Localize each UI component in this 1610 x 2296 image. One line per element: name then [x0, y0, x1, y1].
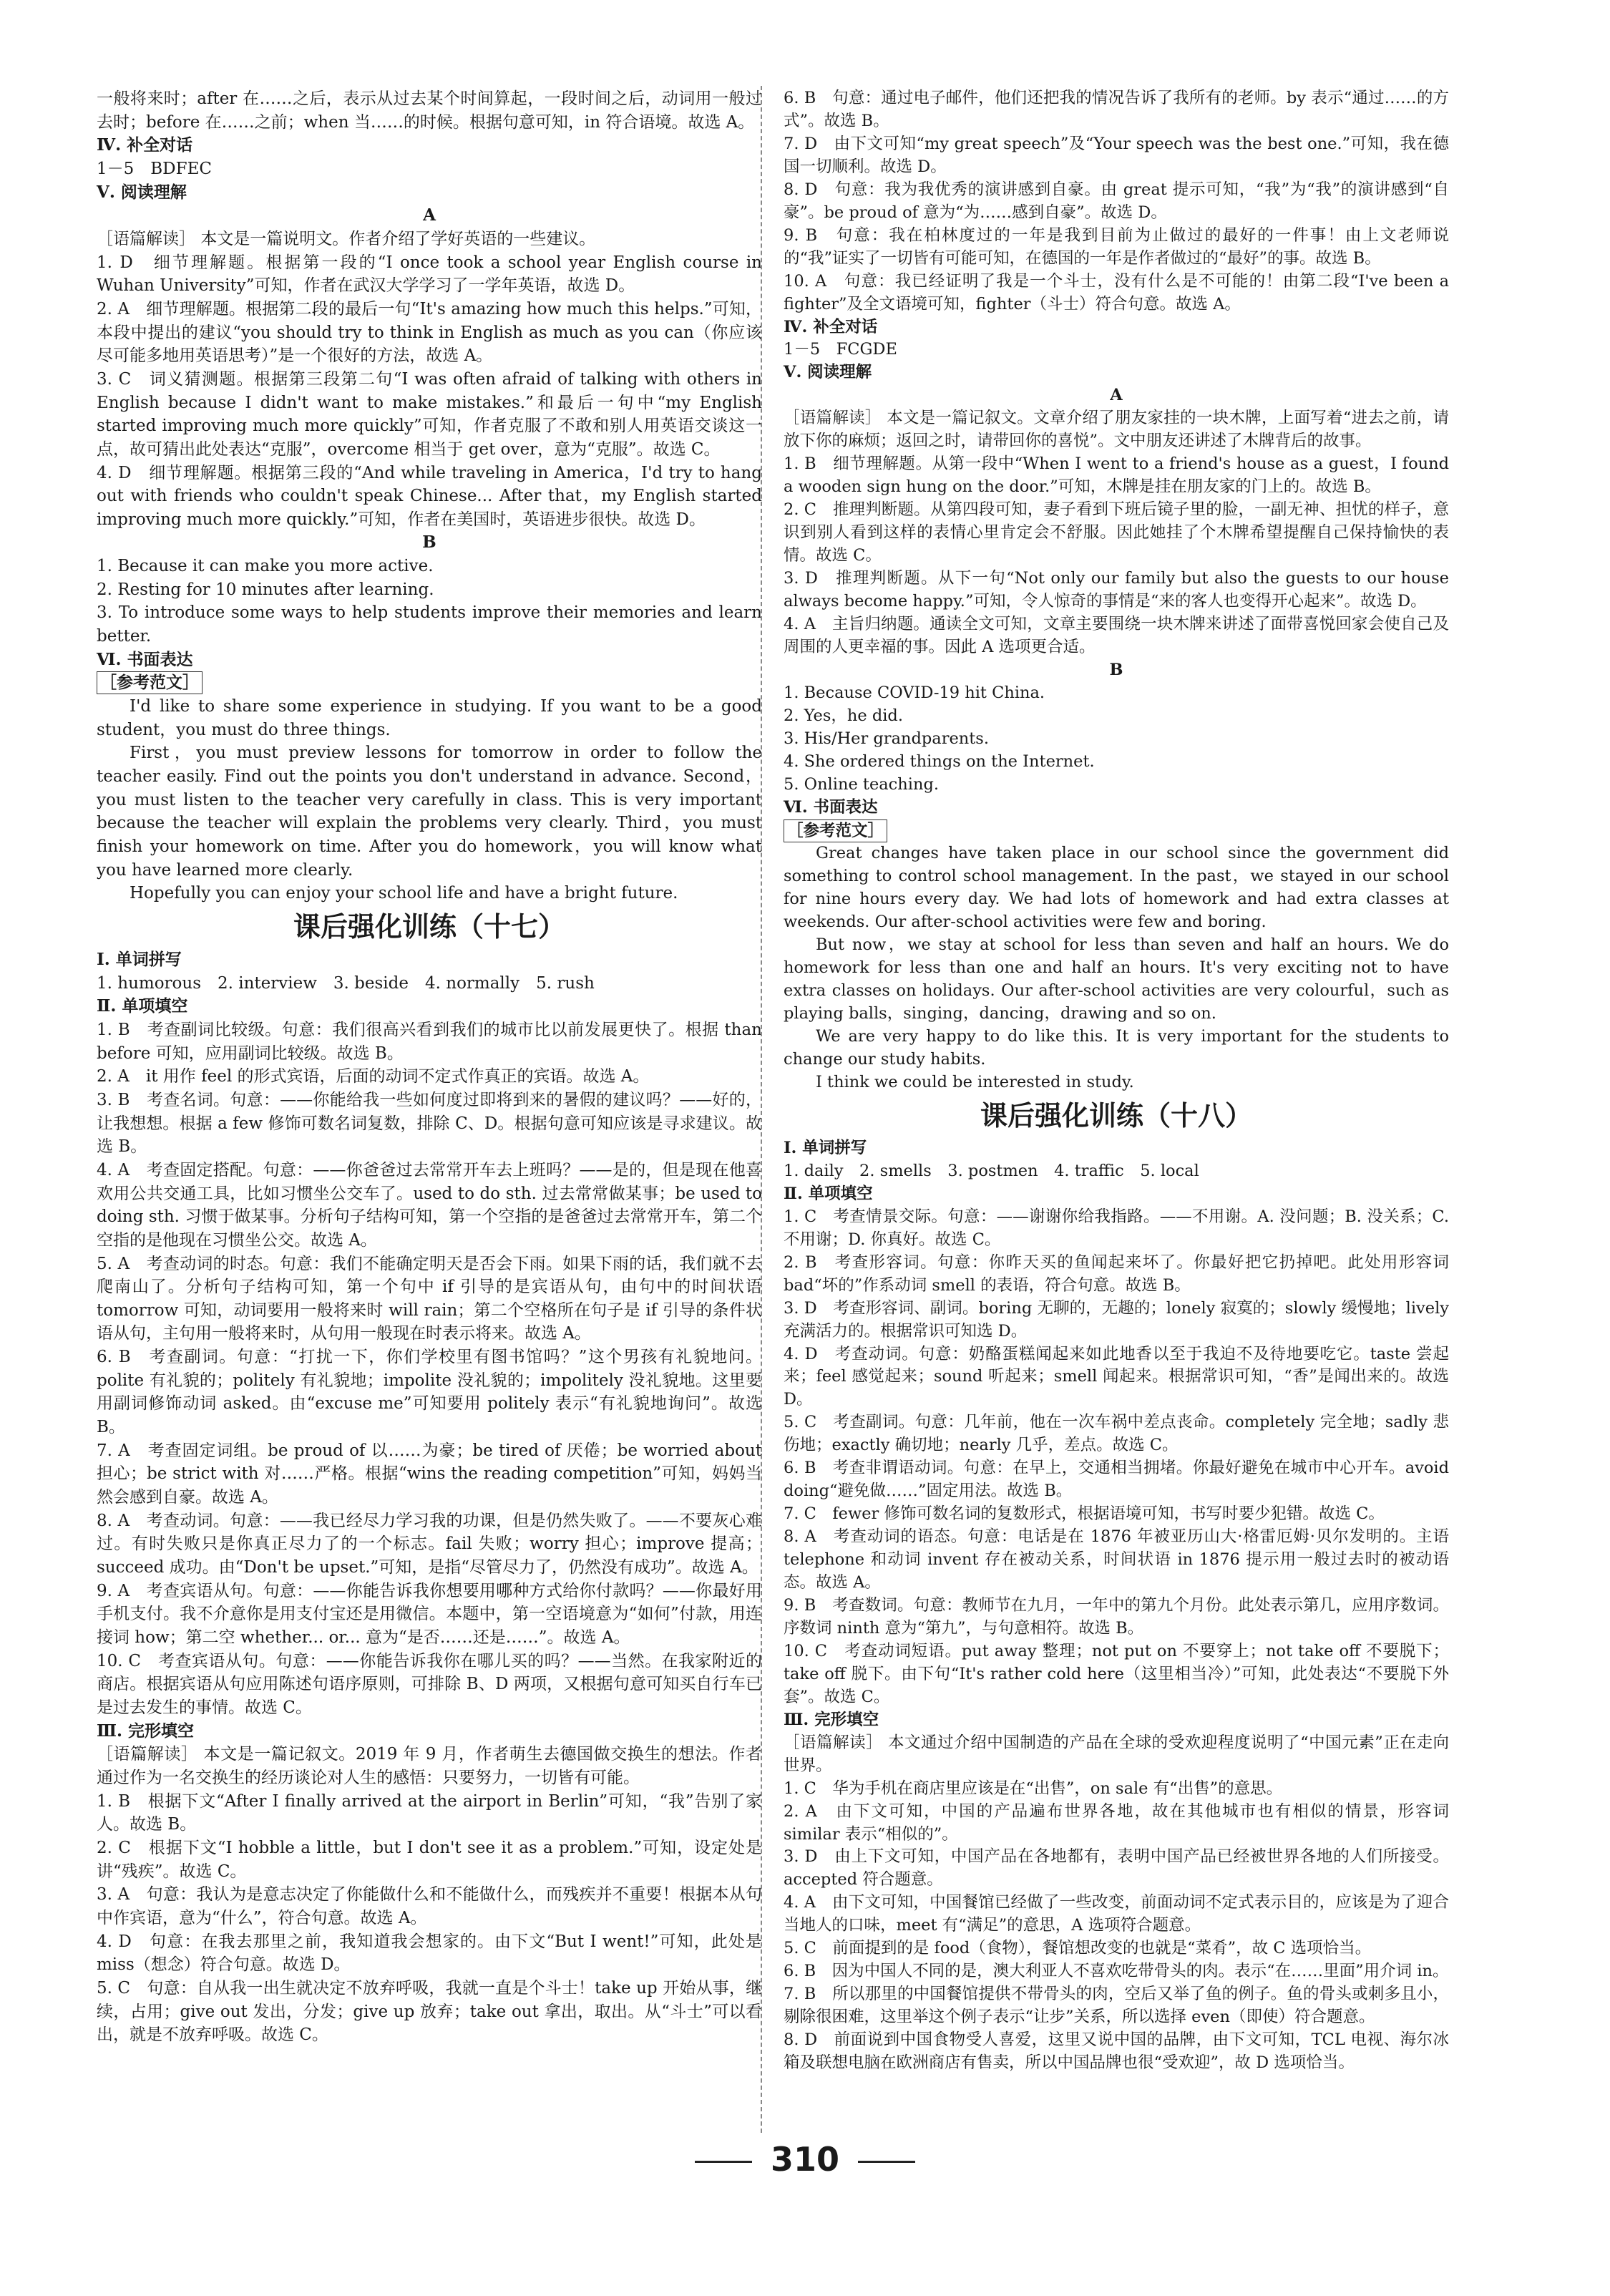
- answer-line: 3. C 词义猜测题。根据第三段第二句“I was often afraid of talking with others in English because I didn't want to make mistakes.”和最后一句中“my English started improving much more quickly”可知，作者克服了不敢和别人用英语交谈这一点，故可猜出此处表达“克服”，overcome 相当于 get over，意为“克服”。故选 C。: [97, 369, 762, 459]
- answer-line: 7. A 考查固定词组。be proud of 以……为豪；be tired of 厌倦；be worried about 担心；be strict with 对……严格。根据“wins the reading competition”可知，妈妈当然会感到自豪。故选 A。: [97, 1441, 762, 1507]
- answer-line: 1. Because COVID-19 hit China.: [784, 683, 1045, 702]
- answer-line: 1. Because it can make you more active.: [97, 557, 434, 576]
- answer-line: 5. C 前面提到的是 food（食物），餐馆想改变的也就是“菜肴”，故 C 选项恰当。: [784, 1939, 1372, 1958]
- answer-line: 7. B 所以那里的中国餐馆提供不带骨头的肉，空后又举了鱼的例子。鱼的骨头或刺多且小，剔除很困难，这里举这个例子表示“让步”关系，所以选择 even（即使）符合题意。: [784, 1985, 1449, 2027]
- answer-line: 4. D 考查动词。句意：奶酪蛋糕闻起来如此地香以至于我迫不及待地要吃它。taste 尝起来；feel 感觉起来；sound 听起来；smell 闻起来。根据常识可知，“香”是闻出来的。故选 D。: [784, 1344, 1449, 1409]
- answer-line: 3. D 推理判断题。从下一句“Not only our family but also the guests to our house always become happy.”可知，令人惊奇的事情是“来的客人也变得开心起来”。故选 D。: [784, 569, 1449, 611]
- answer-line: 2. A it 用作 feel 的形式宾语，后面的动词不定式作真正的宾语。故选 A。: [97, 1067, 650, 1086]
- page-number-left-rule: [695, 2161, 752, 2163]
- answer-line: 1. humorous 2. interview 3. beside 4. normally 5. rush: [97, 973, 595, 993]
- answer-line: 2. Yes，he did.: [784, 706, 903, 725]
- answer-line: 9. B 考查数词。句意：教师节在九月，一年中的第九个月份。此处表示第几，应用序数词。序数词 ninth 意为“第九”，与句意相符。故选 B。: [784, 1596, 1449, 1638]
- answer-line: 3. D 由上下文可知，中国产品在各地都有，表明中国产品已经被世界各地的人们所接受。accepted 符合题意。: [784, 1847, 1449, 1889]
- answer-line: 10. C 考查宾语从句。句意：——你能告诉我你在哪儿买的吗？——当然。在我家附近的商店。根据宾语从句应用陈述句语序原则，可排除 B、D 两项，又根据句意可知买自行车已是过去发生的事情。故选 C。: [97, 1651, 762, 1717]
- passage-label: B: [422, 532, 436, 553]
- section-title: 课后强化训练（十七）: [293, 910, 565, 943]
- passage-label: A: [423, 205, 436, 225]
- reference-essay-label: ［参考范文］: [784, 819, 887, 842]
- answer-line: 3. His/Her grandparents.: [784, 729, 989, 748]
- answer-line: ［语篇解读］ 本文是一篇记叙文。2019 年 9 月，作者萌生去德国做交换生的想法。作者通过作为一名交换生的经历谈论对人生的感悟：只要努力，一切皆有可能。: [97, 1745, 762, 1787]
- answer-line: 一般将来时；after 在……之后，表示从过去某个时间算起，一段时间之后，动词用一般过去时；before 在……之前；when 当……的时候。根据句意可知，in 符合语境。故选 A。: [97, 89, 762, 132]
- answer-line: 1. B 考查副词比较级。句意：我们很高兴看到我们的城市比以前发展更快了。根据 than before 可知，应用副词比较级。故选 B。: [97, 1020, 762, 1063]
- answer-line: 7. C fewer 修饰可数名词的复数形式，根据语境可知，书写时要少犯错。故选 C。: [784, 1504, 1385, 1524]
- answer-line: 1. D 细节理解题。根据第一段的“I once took a school year English course in Wuhan University”可知，作者在武汉大学学习了一学年英语，故选 D。: [97, 253, 762, 296]
- answer-line: I think we could be interested in study.: [816, 1072, 1134, 1091]
- section-heading: Ⅴ. 阅读理解: [784, 363, 872, 382]
- section-heading: Ⅳ. 补全对话: [784, 317, 878, 336]
- answer-line: 1. B 细节理解题。从第一段中“When I went to a friend's house as a guest，I found a wooden sign hung on the door.”可知，木牌是挂在朋友家的门上的。故选 B。: [784, 454, 1449, 497]
- section-heading: Ⅳ. 补全对话: [97, 135, 193, 155]
- answer-line: 3. B 考查名词。句意：——你能给我一些如何度过即将到来的暑假的建议吗？——好的，让我想想。根据 a few 修饰可数名词复数，排除 C、D。根据句意可知应该是寻求建议。故选 B。: [97, 1090, 762, 1157]
- answer-line: 5. C 句意：自从我一出生就决定不放弃呼吸，我就一直是个斗士！take up 开始从事，继续，占用；give out 发出，分发；give up 放弃；take out 拿出，取出。从“斗士”可以看出，就是不放弃呼吸。故选 C。: [97, 1978, 762, 2045]
- section-heading: Ⅴ. 阅读理解: [97, 182, 187, 202]
- page-number: [0, 2140, 1610, 2179]
- answer-line: 6. B 考查非谓语动词。句意：在早上，交通相当拥堵。你最好避免在城市中心开车。avoid doing“避免做……”固定用法。故选 B。: [784, 1459, 1449, 1501]
- section-heading: Ⅱ. 单项填空: [784, 1184, 873, 1203]
- answer-line: 4. A 主旨归纳题。通读全文可知，文章主要围绕一块木牌来讲述了面带喜悦回家会使自己及周围的人更幸福的事。因此 A 选项更合适。: [784, 614, 1449, 656]
- answer-line: ［语篇解读］ 本文是一篇说明文。作者介绍了学好英语的一些建议。: [97, 229, 596, 248]
- column-divider: [761, 86, 762, 2133]
- answer-line: Hopefully you can enjoy your school life and have a bright future.: [130, 884, 678, 903]
- passage-label: B: [1109, 660, 1123, 679]
- left-column: [97, 87, 762, 2047]
- section-heading: Ⅵ. 书面表达: [97, 649, 193, 669]
- passage-label: A: [1110, 386, 1123, 405]
- answer-line: 4. D 句意：在我去那里之前，我知道我会想家的。由下文“But I went!”可知，此处是 miss（想念）符合句意。故选 D。: [97, 1932, 762, 1975]
- page-number-text: 310: [770, 2140, 840, 2179]
- answer-line: 9. A 考查宾语从句。句意：——你能告诉我你想要用哪种方式给你付款吗？——你最好用手机支付。我不介意你是用支付宝还是用微信。本题中，第一空语境意为“如何”付款，用连接词 how；第二空 whether... or... 意为“是否……还是……”。故选 A。: [97, 1581, 762, 1647]
- answer-line: 4. D 细节理解题。根据第三段的“And while traveling in America，I'd try to hang out with friends who couldn't speak Chinese... After that，my English started improving much more quickly.”可知，作者在美国时，英语进步很快。故选 D。: [97, 463, 762, 529]
- answer-line: 3. A 句意：我认为是意志决定了你能做什么和不能做什么，而残疾并不重要！根据本从句中作宾语，意为“什么”，符合句意。故选 A。: [97, 1885, 762, 1927]
- answer-line: 2. A 由下文可知，中国的产品遍布世界各地，故在其他城市也有相似的情景，形容词 similar 表示“相似的”。: [784, 1801, 1449, 1844]
- answer-line: 8. A 考查动词。句意：——我已经尽力学习我的功课，但是仍然失败了。——不要灰心难过。有时失败只是你真正尽力了的一个标志。fail 失败；worry 担心；improve 提高；succeed 成功。由“Don't be upset.”可知，是指“尽管尽力了，仍然没有成功”。故选 A。: [97, 1511, 762, 1577]
- answer-line: 7. D 由下文可知“my great speech”及“Your speech was the best one.”可知，我在德国一切顺利。故选 D。: [784, 134, 1449, 176]
- right-column: [784, 87, 1449, 2075]
- section-heading: Ⅵ. 书面表达: [784, 797, 878, 817]
- answer-line: 1. C 考查情景交际。句意：——谢谢你给我指路。——不用谢。A. 没问题；B. 没关系；C. 不用谢；D. 你真好。故选 C。: [784, 1207, 1449, 1249]
- answer-line: 4. A 由下文可知，中国餐馆已经做了一些改变，前面动词不定式表示目的，应该是为了迎合当地人的口味，meet 有“满足”的意思，A 选项符合题意。: [784, 1893, 1449, 1935]
- answer-line: 8. D 句意：我为我优秀的演讲感到自豪。由 great 提示可知，“我”为“我”的演讲感到“自豪”。be proud of 意为“为……感到自豪”。故选 D。: [784, 180, 1449, 222]
- answer-line: 3. To introduce some ways to help students improve their memories and learn better.: [97, 603, 762, 646]
- answer-line: 2. C 推理判断题。从第四段可知，妻子看到下班后镜子里的脸，一副无神、担忧的样子，意识到别人看到这样的表情心里肯定会不舒服。因此她挂了个木牌希望提醒自己保持愉快的表情。故选 C。: [784, 500, 1449, 565]
- answer-line: 1. C 华为手机在商店里应该是在“出售”，on sale 有“出售”的意思。: [784, 1779, 1283, 1798]
- answer-line: But now，we stay at school for less than seven and half an hours. We do homework for less than one and half an hours. It's very exciting not to have extra classes on holidays. Our after-school activities are very colourful，such as playing balls，singing，dancing，drawing and so on.: [784, 935, 1449, 1023]
- answer-line: 2. A 细节理解题。根据第二段的最后一句“It's amazing how much this helps.”可知，本段中提出的建议“you should try to think in English as much as you can（你应该尽可能多地用英语思考）”是一个很好的方法，故选 A。: [97, 299, 762, 366]
- answer-line: 6. B 句意：通过电子邮件，他们还把我的情况告诉了我所有的老师。by 表示“通过……的方式”。故选 B。: [784, 89, 1449, 130]
- answer-line: Great changes have taken place in our school since the government did something to control school management. In the past，we stayed in our school for nine hours every day. We had lots of homework and had extra classes at weekends. Our after-school activities were few and boring.: [784, 844, 1449, 932]
- answer-line: 4. A 考查固定搭配。句意：——你爸爸过去常常开车去上班吗？——是的，但是现在他喜欢用公共交通工具，比如习惯坐公交车了。used to do sth. 过去常常做某事；be used to doing sth. 习惯于做某事。分析句子结构可知，第一个空指的是爸爸过去常常开车，第二个空指的是他现在习惯坐公交。故选 A。: [97, 1160, 762, 1250]
- section-heading: Ⅰ. 单词拼写: [784, 1138, 867, 1157]
- answer-line: [784, 819, 1449, 843]
- page-number-right-rule: [858, 2161, 915, 2163]
- answer-line: 10. C 考查动词短语。put away 整理；not put on 不要穿上；not take off 不要脱下；take off 脱下。由下句“It's rather cold here（这里相当冷）”可知，此处表达“不要脱下外套”。故选 C。: [784, 1641, 1449, 1706]
- answer-line: 1－5 BDFEC: [97, 159, 212, 178]
- answer-line: 4. She ordered things on the Internet.: [784, 751, 1095, 771]
- section-heading: Ⅱ. 单项填空: [97, 996, 188, 1016]
- section-heading: Ⅰ. 单词拼写: [97, 949, 182, 969]
- section-heading: Ⅲ. 完形填空: [784, 1710, 879, 1729]
- reference-essay-label: ［参考范文］: [97, 671, 203, 694]
- answer-line: First，you must preview lessons for tomorrow in order to follow the teacher easily. Find out the points you don't understand in advance. Second，you must listen to the teacher very carefully in class. This is very important because the teacher will explain the problems very clearly. Third，you must finish your homework on time. After you do homework，you will know what you have learned more clearly.: [97, 744, 762, 880]
- answer-line: ［语篇解读］ 本文是一篇记叙文。文章介绍了朋友家挂的一块木牌，上面写着“进去之前，请放下你的麻烦；返回之时，请带回你的喜悦”。文中朋友还讲述了木牌背后的故事。: [784, 409, 1449, 451]
- answer-line: 6. B 考查副词。句意：“打扰一下，你们学校里有图书馆吗？”这个男孩有礼貌地问。polite 有礼貌的；politely 有礼貌地；impolite 没礼貌的；impolitely 没礼貌地。这里要用副词修饰动词 asked。由“excuse me”可知要用 politely 表示“有礼貌地询问”。故选 B。: [97, 1348, 762, 1437]
- answer-line: I'd like to share some experience in studying. If you want to be a good student，you must do three things.: [97, 697, 762, 739]
- answer-line: 6. B 因为中国人不同的是，澳大利亚人不喜欢吃带骨头的肉。表示“在……里面”用介词 in。: [784, 1962, 1449, 1981]
- answer-line: 3. D 考查形容词、副词。boring 无聊的，无趣的；lonely 寂寞的；slowly 缓慢地；lively 充满活力的。根据常识可知选 D。: [784, 1298, 1449, 1341]
- answer-line: 5. A 考查动词的时态。句意：我们不能确定明天是否会下雨。如果下雨的话，我们就不去爬南山了。分析句子结构可知，第一个句中 if 引导的是宾语从句，由句中的时间状语 tomorrow 可知，动词要用一般将来时 will rain；第二个空格所在句子是 if 引导的条件状语从句，主句用一般将来时，从句用一般现在时表示将来。故选 A。: [97, 1254, 762, 1343]
- section-heading: Ⅲ. 完形填空: [97, 1721, 195, 1741]
- answer-line: 5. C 考查副词。句意：几年前，他在一次车祸中差点丧命。completely 完全地；sadly 悲伤地；exactly 确切地；nearly 几乎，差点。故选 C。: [784, 1413, 1449, 1455]
- answer-line: 1. daily 2. smells 3. postmen 4. traffic 5. local: [784, 1161, 1199, 1180]
- answer-line: 1－5 FCGDE: [784, 340, 897, 359]
- answer-line: 2. B 考查形容词。句意：你昨天买的鱼闻起来坏了。你最好把它扔掉吧。此处用形容词 bad“坏的”作系动词 smell 的表语，符合句意。故选 B。: [784, 1252, 1449, 1295]
- section-title: 课后强化训练（十八）: [980, 1099, 1252, 1132]
- answer-line: 8. D 前面说到中国食物受人喜爱，这里又说中国的品牌，由下文可知，TCL 电视、海尔冰箱及联想电脑在欧洲商店有售卖，所以中国品牌也很“受欢迎”，故 D 选项恰当。: [784, 2030, 1449, 2073]
- answer-line: We are very happy to do like this. It is very important for the students to change our study habits.: [784, 1027, 1449, 1069]
- answer-line: 5. Online teaching.: [784, 774, 940, 794]
- answer-line: 10. A 句意：我已经证明了我是一个斗士，没有什么是不可能的！由第二段“I've been a fighter”及全文语境可知，fighter（斗士）符合句意。故选 A。: [784, 271, 1449, 313]
- answer-line: 9. B 句意：我在柏林度过的一年是我到目前为止做过的最好的一件事！由上文老师说的“我”证实了一切皆有可能可知，在德国的一年是作者做过的“最好”的事。故选 B。: [784, 225, 1449, 268]
- answer-line: ［语篇解读］ 本文通过介绍中国制造的产品在全球的受欢迎程度说明了“中国元素”正在走向世界。: [784, 1733, 1449, 1775]
- answer-line: [97, 671, 762, 695]
- answer-line: 2. C 根据下文“I hobble a little，but I don't see it as a problem.”可知，设定处是讲“残疾”。故选 C。: [97, 1838, 762, 1881]
- answer-line: 1. B 根据下文“After I finally arrived at the airport in Berlin”可知，“我”告别了家人。故选 B。: [97, 1791, 762, 1834]
- answer-line: 2. Resting for 10 minutes after learning.: [97, 580, 434, 599]
- answer-line: 8. A 考查动词的语态。句意：电话是在 1876 年被亚历山大·格雷厄姆·贝尔发明的。主语 telephone 和动词 invent 存在被动关系，时间状语 in 1876 提示用一般过去时的被动语态。故选 A。: [784, 1527, 1449, 1592]
